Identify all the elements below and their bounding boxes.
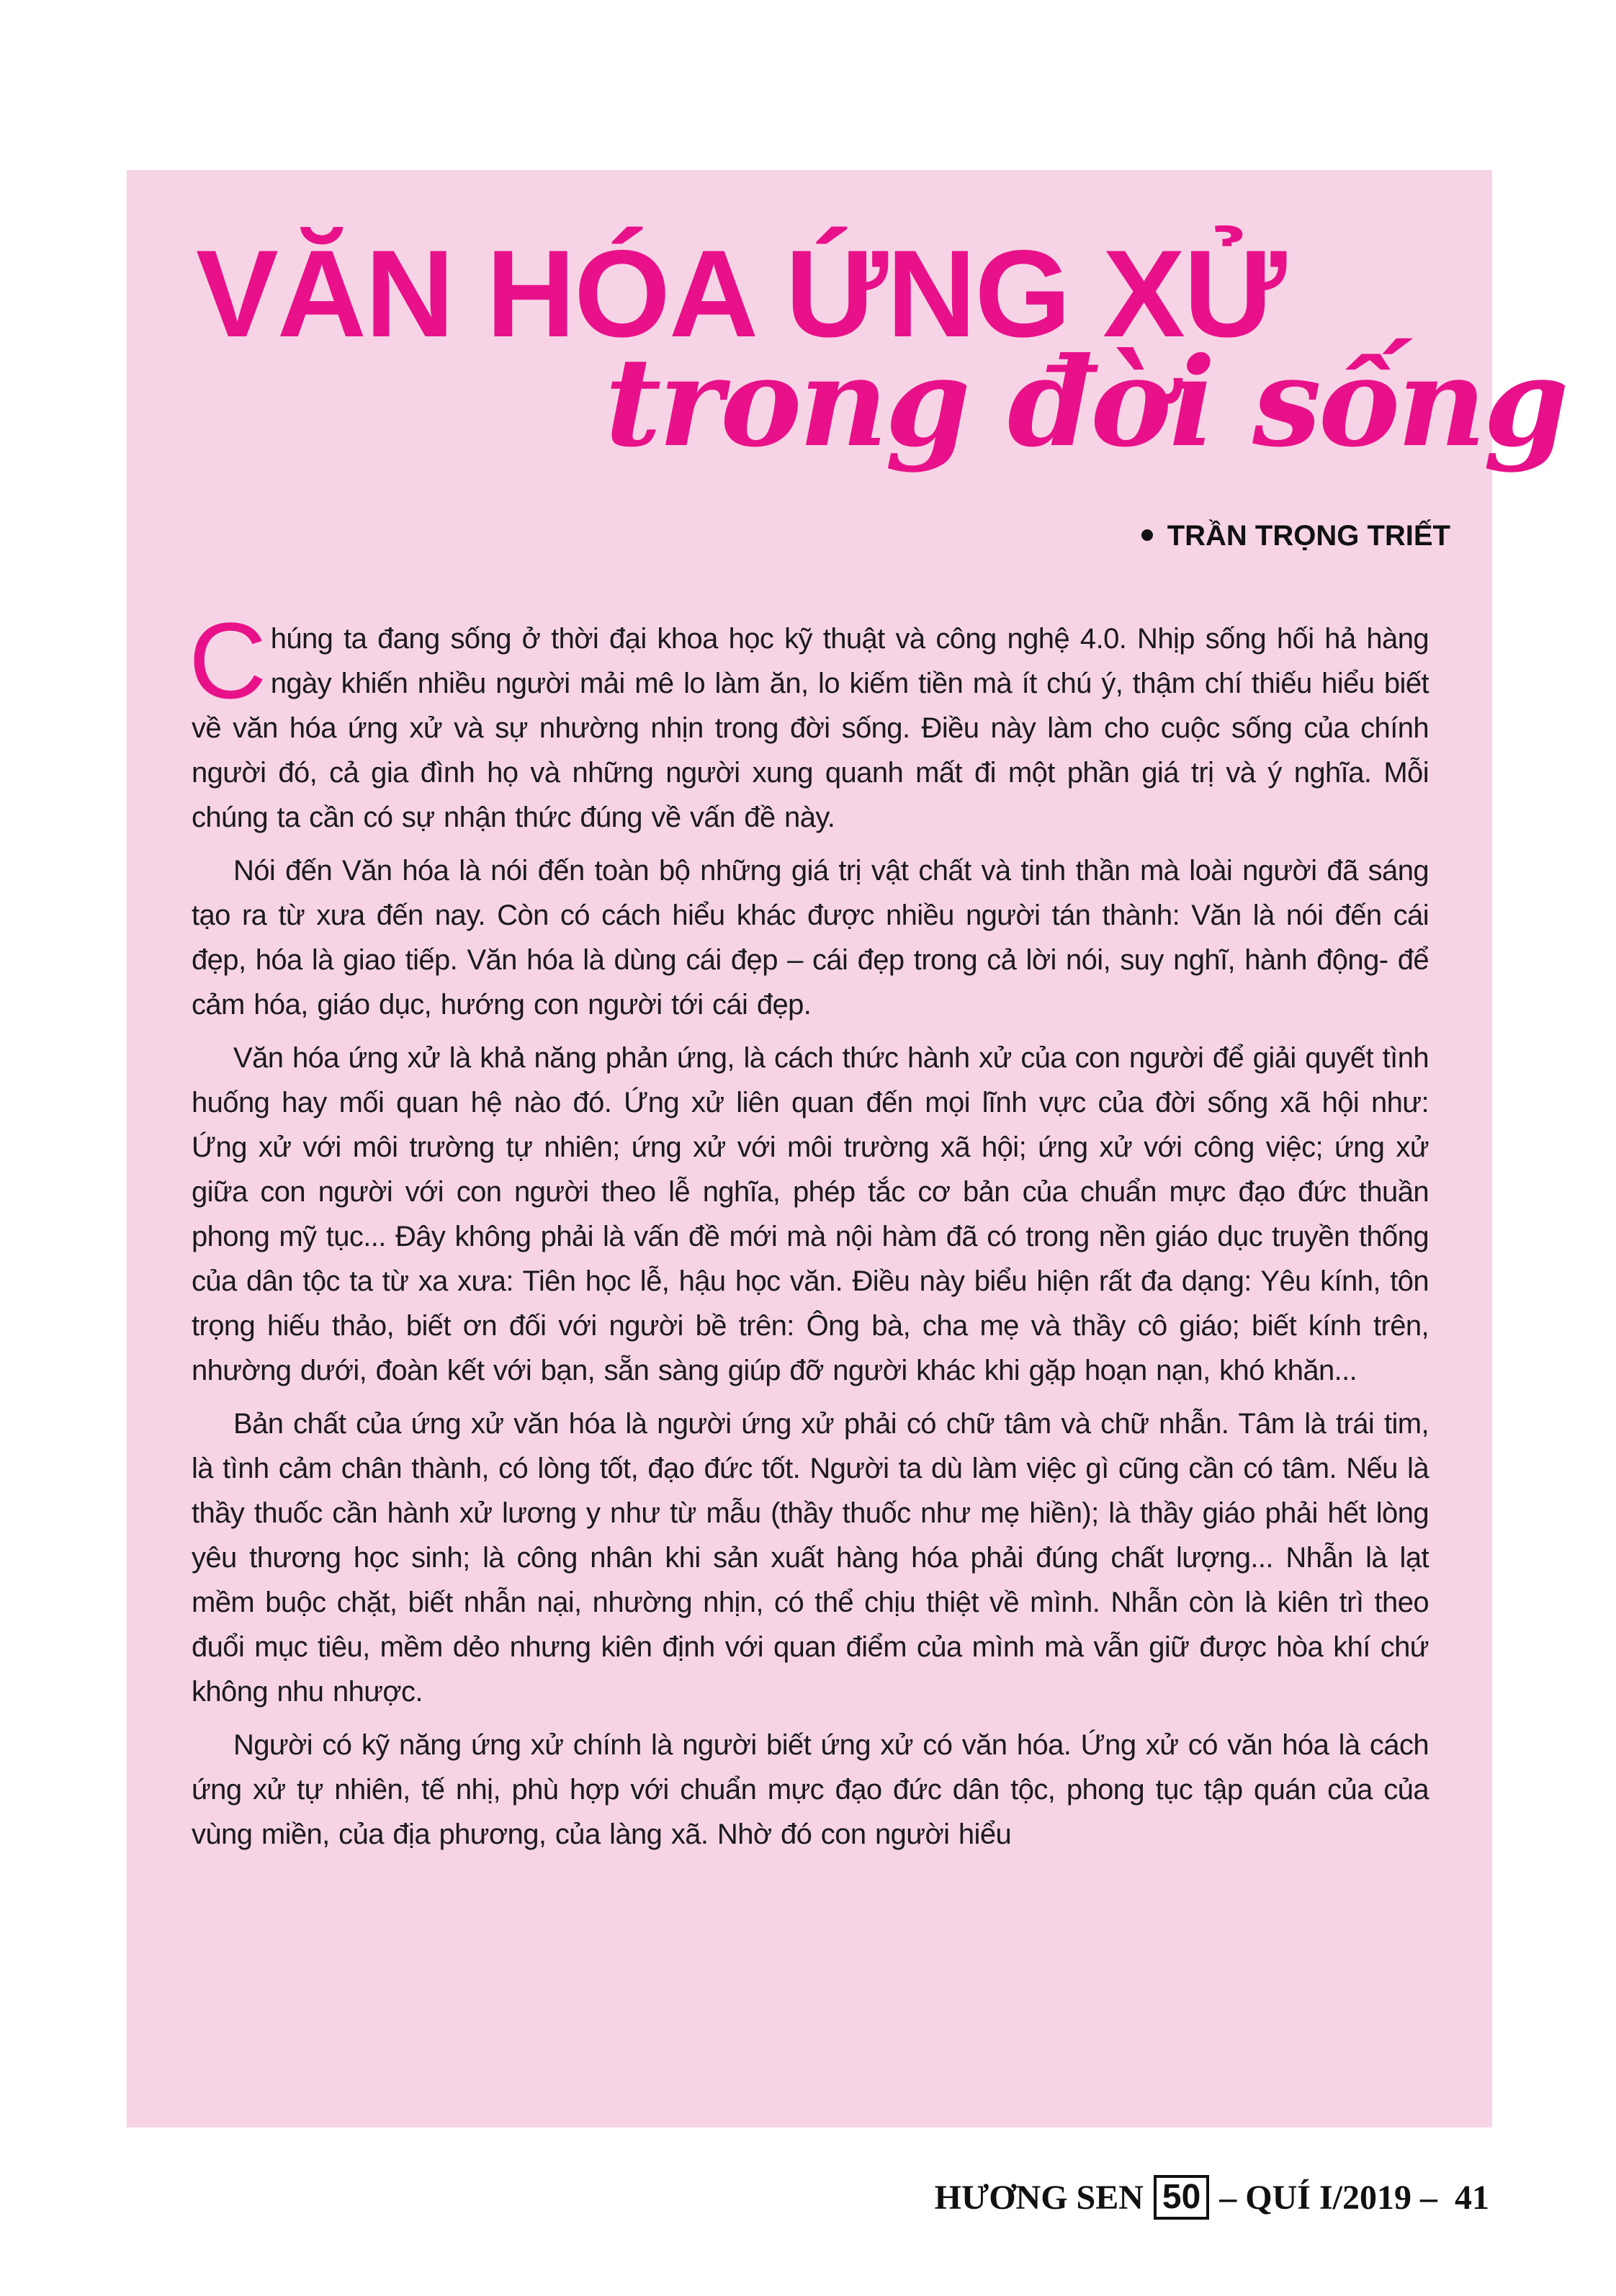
paragraph-3: Văn hóa ứng xử là khả năng phản ứng, là cách thức hành xử của con người để giải quyết tình huống hay mối quan hệ nào đó. Ứng xử liên quan đến mọi lĩnh vực của đời sống xã hội như: Ứng xử với môi trường tự nhiên; ứng xử với môi trường xã hội; ứng xử với công việc; ứng xử giữa con người với con người theo lễ nghĩa, phép tắc cơ bản của chuẩn mực đạo đức thuần phong mỹ tục... Đây không phải là vấn đề mới mà nội hàm đã có trong nền giáo dục truyền thống của dân tộc ta từ xa xưa: Tiên học lễ, hậu học văn. Điều này biểu hiện rất đa dạng: Yêu kính, tôn trọng hiếu thảo, biết ơn đối với người bề trên: Ông bà, cha mẹ và thầy cô giáo; biết kính trên, nhường dưới, đoàn kết với bạn, sẵn sàng giúp đỡ người khác khi gặp hoạn nạn, khó khăn... [192, 1042, 1429, 1386]
author-byline [1141, 520, 1450, 552]
page-footer [935, 2175, 1489, 2220]
article-title-line2: trong đời sống [605, 331, 1566, 475]
paragraph-2: Nói đến Văn hóa là nói đến toàn bộ những giá trị vật chất và tinh thần mà loài người đã sáng tạo ra từ xưa đến nay. Còn có cách hiểu khác được nhiều người tán thành: Văn là nói đến cái đẹp, hóa là giao tiếp. Văn hóa là dùng cái đẹp – cái đẹp trong cả lời nói, suy nghĩ, hành động- để cảm hóa, giáo dục, hướng con người tới cái đẹp. [192, 855, 1429, 1021]
footer-dash-2: – [1420, 2178, 1437, 2217]
paragraph-1 [189, 600, 1429, 840]
magazine-name: HƯƠNG SEN [934, 2178, 1144, 2217]
paragraph-5: Người có kỹ năng ứng xử chính là người biết ứng xử có văn hóa. Ứng xử có văn hóa là cách ứng xử tự nhiên, tế nhị, phù hợp với chuẩn mực đạo đức dân tộc, phong tục tập quán của của vùng miền, của địa phương, của làng xã. Nhờ đó con người hiểu [192, 1729, 1429, 1850]
page-number: 41 [1455, 2178, 1489, 2217]
footer-dash-1: – [1219, 2178, 1237, 2217]
paragraph-1-text: húng ta đang sống ở thời đại khoa học kỹ thuật và công nghệ 4.0. Nhịp sống hối hả hàng ngày khiến nhiều người mải mê lo làm ăn, lo kiếm tiền mà ít chú ý, thậm chí thiếu hiểu biết về văn hóa ứng xử và sự nhường nhịn trong đời sống. Điều này làm cho cuộc sống của chính người đó, cả gia đình họ và những người xung quanh mất đi một phần giá trị và ý nghĩa. Mỗi chúng ta cần có sự nhận thức đúng về vấn đề này. [192, 623, 1429, 833]
issue-period: QUÍ I/2019 [1245, 2178, 1411, 2217]
paragraph-4: Bản chất của ứng xử văn hóa là người ứng xử phải có chữ tâm và chữ nhẫn. Tâm là trái tim, là tình cảm chân thành, có lòng tốt, đạo đức tốt. Người ta dù làm việc gì cũng cần có tâm. Nếu là thầy thuốc cần hành xử lương y như từ mẫu (thầy thuốc như mẹ hiền); là thầy giáo phải hết lòng yêu thương học sinh; là công nhân khi sản xuất hàng hóa phải đúng chất lượng... Nhẫn là lạt mềm buộc chặt, biết nhẫn nại, nhường nhịn, có thể chịu thiệt về mình. Nhẫn còn là kiên trì theo đuổi mục tiêu, mềm dẻo nhưng kiên định với quan điểm của mình mà vẫn giữ được hòa khí chứ không nhu nhược. [192, 1408, 1429, 1708]
article-box [127, 170, 1566, 2127]
issue-number: 50 [1154, 2175, 1209, 2220]
article-body [189, 600, 1429, 1865]
bullet-icon [1141, 529, 1153, 541]
article-title-line1: VĂN HÓA ỨNG XỬ [196, 225, 1285, 363]
drop-cap: C [189, 600, 266, 721]
author-name: TRẦN TRỌNG TRIẾT [1167, 520, 1450, 552]
